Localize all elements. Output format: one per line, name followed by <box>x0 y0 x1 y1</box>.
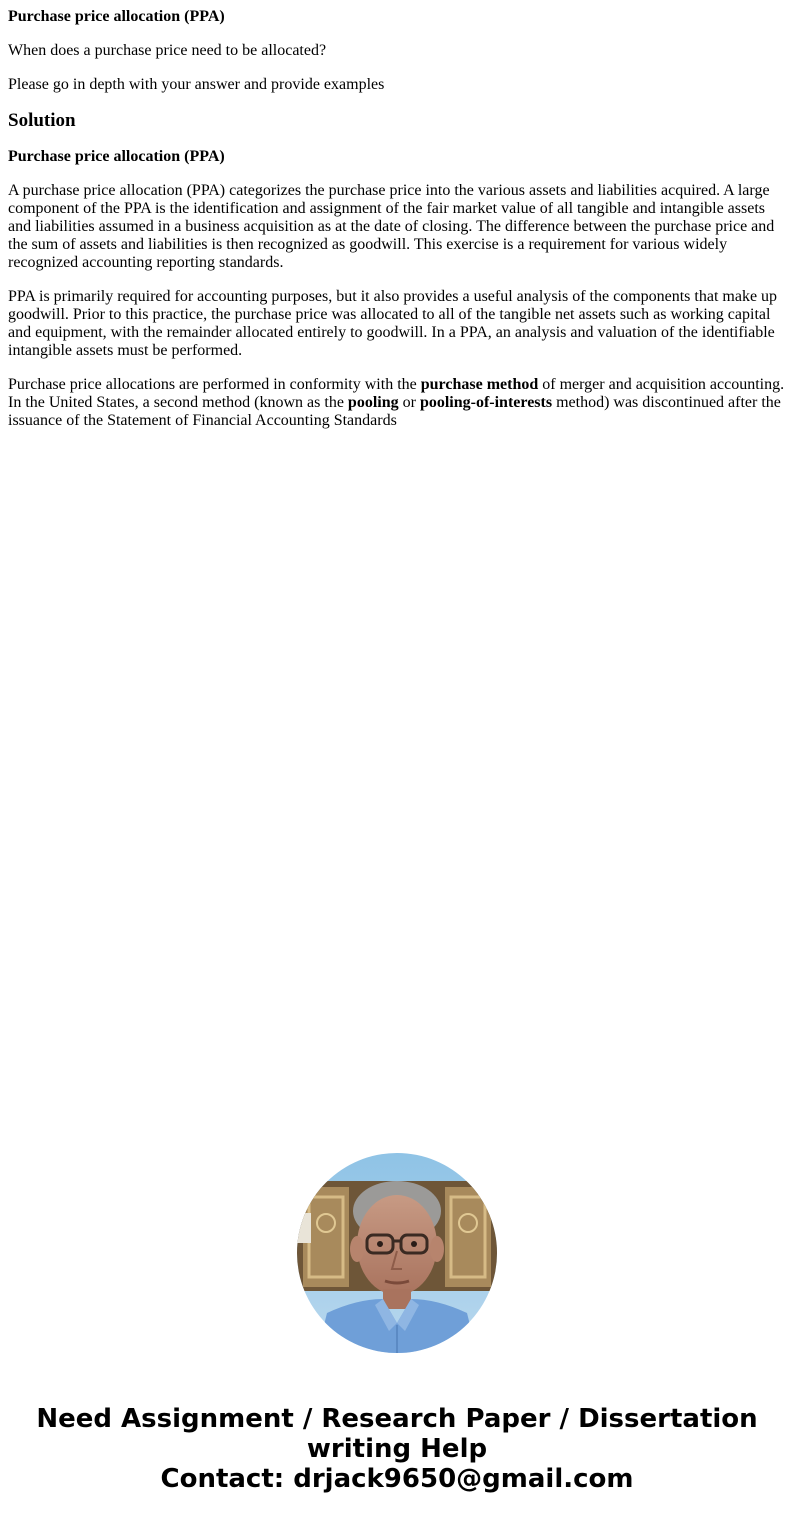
solution-title: Purchase price allocation (PPA) <box>8 148 225 165</box>
document-content <box>8 8 786 446</box>
promo-contact: Contact: drjack9650@gmail.com <box>160 1464 634 1494</box>
paragraph-text: Purchase price allocations are performed in conformity with the <box>8 376 421 393</box>
solution-heading: Solution <box>8 110 76 131</box>
promo-banner <box>0 1404 794 1494</box>
solution-paragraph-2: PPA is primarily required for accounting purposes, but it also provides a useful analysis of the components that make up goodwill. Prior to this practice, the purchase price was allocated to all of the tangible net assets such as working capital and equipment, with the remainder allocated entirely to goodwill. In a PPA, an analysis and valuation of the identifiable intangible assets must be performed. <box>8 288 778 359</box>
bold-term-purchase-method: purchase method <box>420 376 539 393</box>
question-line: When does a purchase price need to be allocated? <box>8 42 327 59</box>
author-photo <box>297 1153 497 1353</box>
question-instruction: Please go in depth with your answer and provide examples <box>8 76 385 93</box>
paragraph-text: or <box>398 394 420 411</box>
solution-paragraph-3 <box>8 376 786 430</box>
bold-term-pooling-of-interests: pooling-of-interests <box>419 394 553 411</box>
paragraph-text: method) was discontinued after the issuance of the Statement of Financial Accounting Standards <box>8 394 781 429</box>
promo-line: Need Assignment / Research Paper / Dissertation <box>36 1404 758 1434</box>
solution-paragraph-1: A purchase price allocation (PPA) categorizes the purchase price into the various assets and liabilities acquired. A large component of the PPA is the identification and assignment of the fair market value of all tangible and intangible assets and liabilities assumed in a business acquisition as at the date of closing. The difference between the purchase price and the sum of assets and liabilities is then recognized as goodwill. This exercise is a requirement for various widely recognized accounting reporting standards. <box>8 182 775 271</box>
question-title: Purchase price allocation (PPA) <box>8 8 225 25</box>
promo-line: writing Help <box>306 1434 488 1464</box>
paragraph-text: of merger and acquisition accounting. In the United States, a second method (known as the <box>8 376 785 411</box>
author-avatar <box>297 1153 497 1353</box>
bold-term-pooling: pooling <box>347 394 399 411</box>
